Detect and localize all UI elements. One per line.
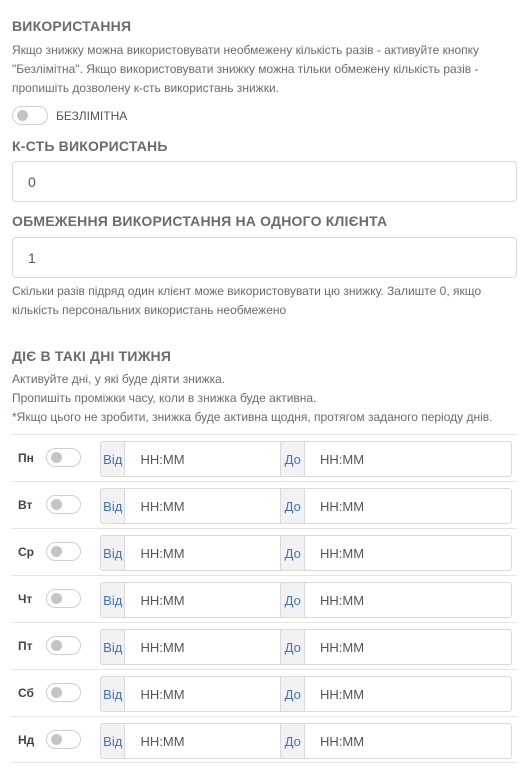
from-label: Від [101,489,125,523]
usage-help-line: Якщо знижку можна використовувати необмежену кількість разів - активуйте кнопку [12,43,480,57]
unlimited-label: БЕЗЛІМІТНА [56,109,128,123]
weekday-row [12,528,517,575]
usage-help-line: "Безлімітна". Якщо використовувати знижку можна тільки обмежену кількість разів - [12,62,479,76]
weekdays-help-line: Пропишіть проміжки часу, коли в знижка буде активна. [12,391,317,405]
toggle-knob [51,452,62,463]
to-label: До [280,630,305,664]
weekday-name: Чт [18,592,33,606]
usage-title: ВИКОРИСТАННЯ [12,18,132,34]
usage-help-line: пропишіть дозволену к-сть використань знижки. [12,81,279,95]
to-label: До [280,677,305,711]
from-label: Від [101,724,125,758]
weekdays-title: ДІЄ В ТАКІ ДНІ ТИЖНЯ [12,348,172,364]
time-range [100,676,512,712]
weekday-row [12,434,517,481]
time-to-input[interactable] [305,630,511,664]
time-from-input[interactable] [125,677,280,711]
to-label: До [280,536,305,570]
time-from-input[interactable] [125,630,280,664]
time-to-input[interactable] [305,583,511,617]
weekday-toggle[interactable] [46,448,81,467]
from-label: Від [101,630,125,664]
weekday-name: Ср [18,545,34,559]
weekday-toggle[interactable] [46,495,81,514]
weekdays-note [12,408,522,427]
per-client-help-line: Скільки разів підряд один клієнт може використовувати цю знижку. Залиште 0, якщо [12,284,482,298]
time-to-input[interactable] [305,724,511,758]
per-client-input[interactable] [12,237,517,278]
time-to-input[interactable] [305,677,511,711]
time-range [100,441,512,477]
time-to-input[interactable] [305,489,511,523]
from-label: Від [101,442,125,476]
weekday-name: Пн [18,451,34,465]
per-client-title: ОБМЕЖЕННЯ ВИКОРИСТАННЯ НА ОДНОГО КЛІЄНТА [12,213,388,229]
time-range [100,535,512,571]
to-label: До [280,724,305,758]
weekday-name: Пт [18,639,33,653]
weekday-row [12,669,517,716]
toggle-knob [51,593,62,604]
weekday-toggle[interactable] [46,542,81,561]
time-from-input[interactable] [125,442,280,476]
from-label: Від [101,677,125,711]
time-range [100,582,512,618]
toggle-knob [51,687,62,698]
time-from-input[interactable] [125,724,280,758]
weekday-toggle[interactable] [46,683,81,702]
toggle-knob [51,734,62,745]
time-from-input[interactable] [125,536,280,570]
weekday-toggle[interactable] [46,636,81,655]
weekday-name: Вт [18,498,33,512]
time-to-input[interactable] [305,442,511,476]
weekdays-help [12,370,522,427]
usage-count-title: К-СТЬ ВИКОРИСТАНЬ [12,138,168,154]
time-range [100,723,512,759]
weekday-row [12,481,517,528]
weekday-name: Сб [18,686,34,700]
weekday-toggle[interactable] [46,589,81,608]
time-from-input[interactable] [125,489,280,523]
unlimited-toggle[interactable] [12,106,48,125]
weekday-name: Нд [18,733,35,747]
to-label: До [280,442,305,476]
time-to-input[interactable] [305,536,511,570]
time-range [100,488,512,524]
per-client-help [12,282,522,320]
from-label: Від [101,583,125,617]
toggle-knob [17,110,28,121]
usage-help [12,41,522,98]
from-label: Від [101,536,125,570]
per-client-help-line: кількість персональних використань необмежено [12,303,287,317]
weekday-row [12,622,517,669]
toggle-knob [51,546,62,557]
note-text: Якщо цього не зробити, знижка буде активна щодня, протягом заданого періоду днів. [16,410,493,424]
to-label: До [280,583,305,617]
note-star: * [12,410,17,424]
weekday-row [12,575,517,622]
to-label: До [280,489,305,523]
weekday-toggle[interactable] [46,730,81,749]
weekdays-help-line: Активуйте дні, у які буде діяти знижка. [12,372,226,386]
toggle-knob [51,640,62,651]
time-range [100,629,512,665]
weekday-row [12,716,517,763]
usage-count-input[interactable] [12,161,517,202]
time-from-input[interactable] [125,583,280,617]
toggle-knob [51,499,62,510]
